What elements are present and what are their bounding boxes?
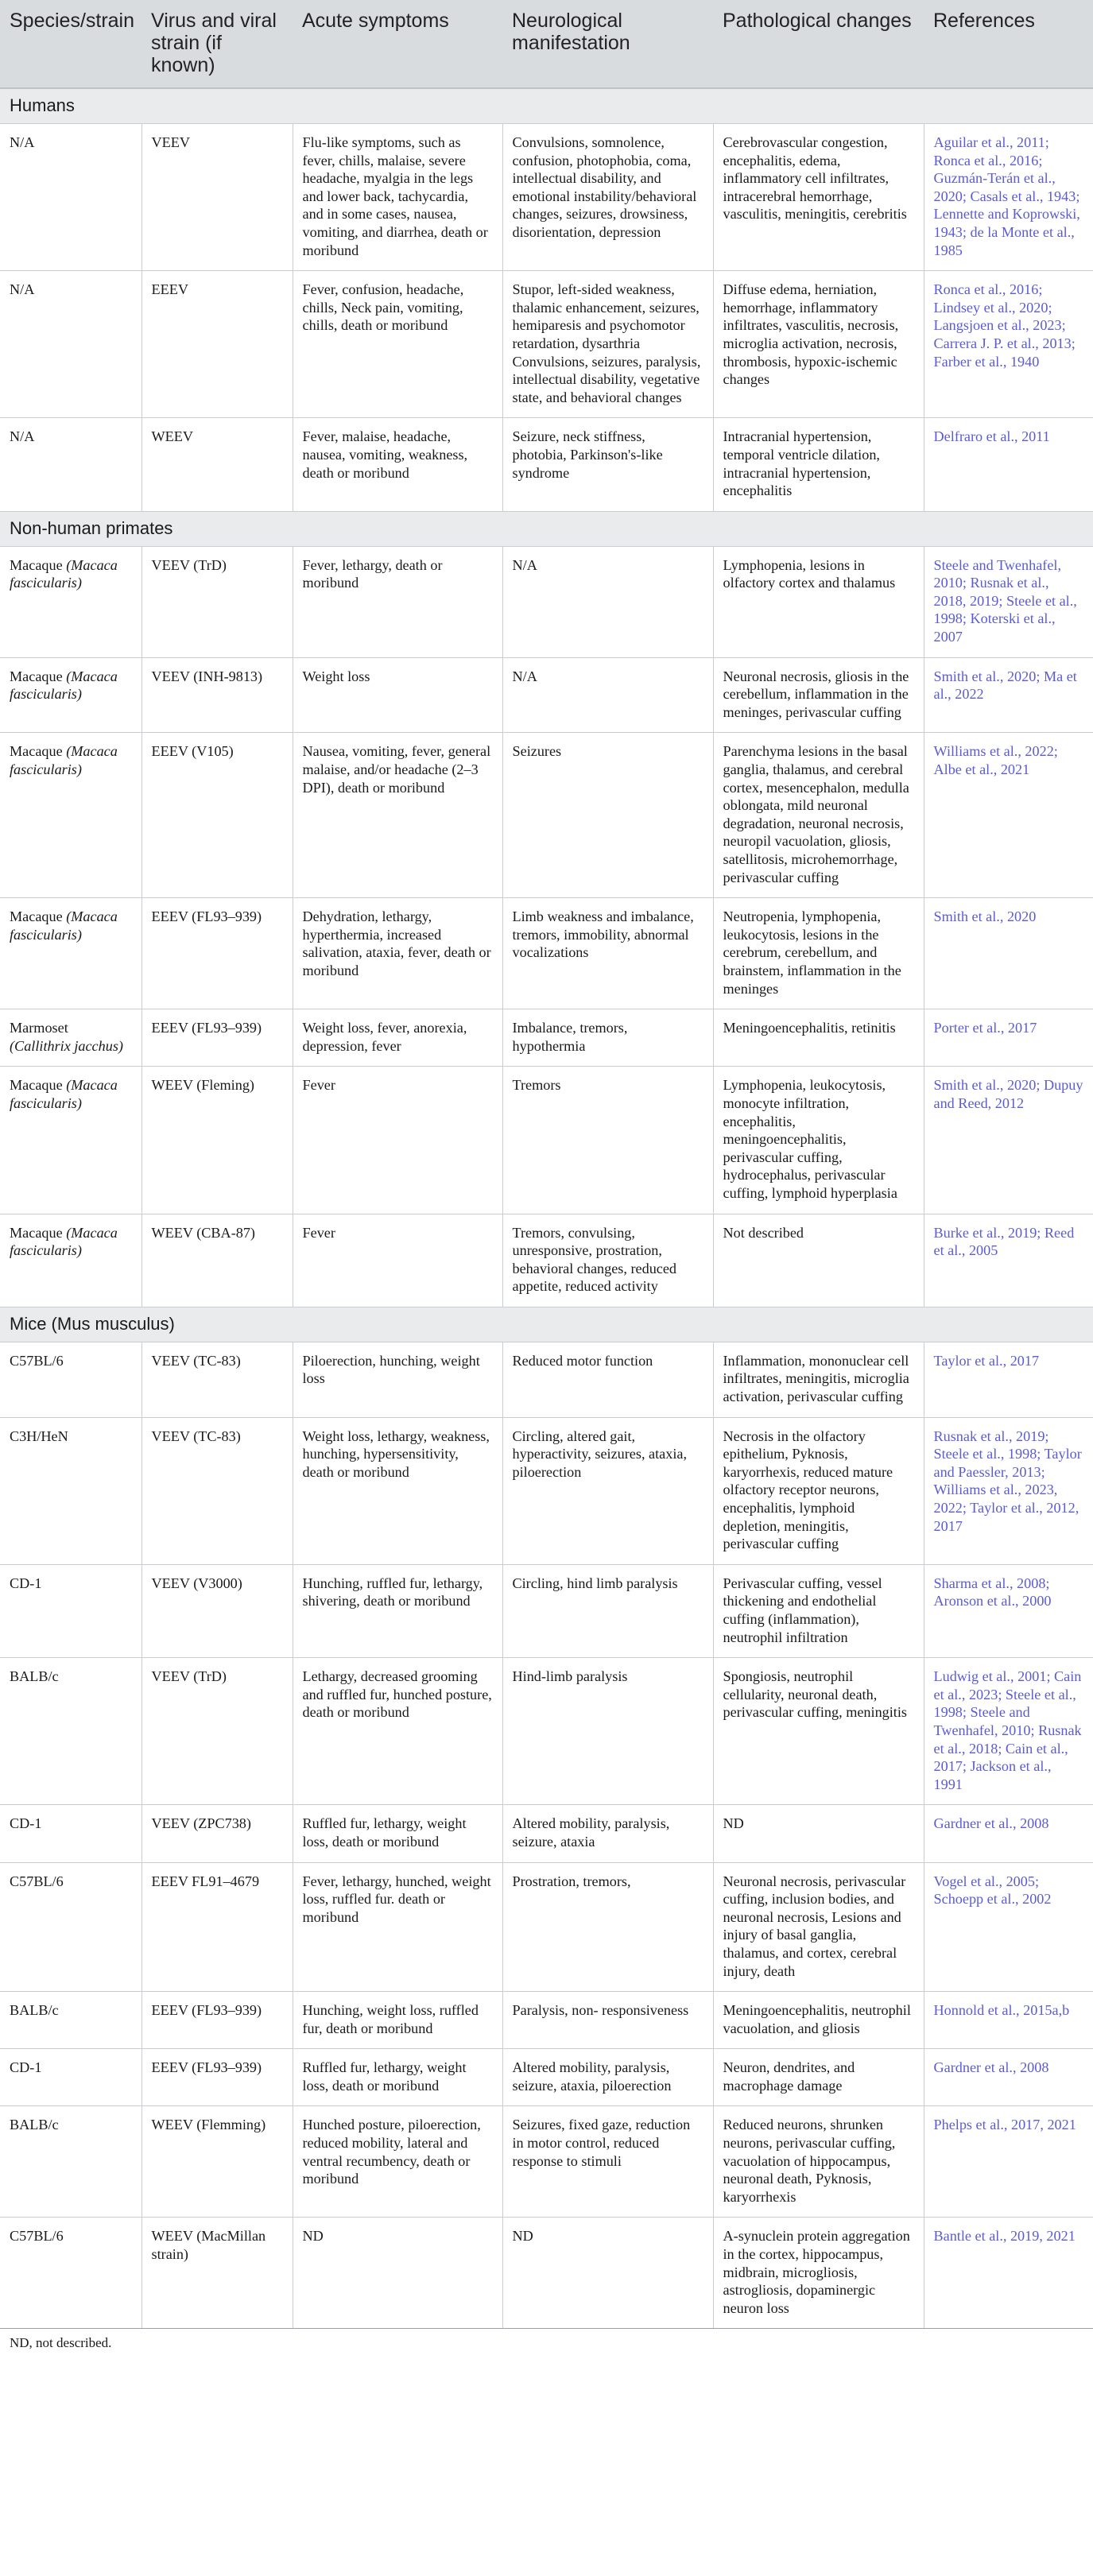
acute-symptoms-cell: Weight loss, fever, anorexia, depression, fever bbox=[293, 1009, 502, 1067]
species-name: Macaque bbox=[10, 743, 63, 760]
reference-link[interactable]: Farber et al., 1940 bbox=[933, 353, 1040, 370]
references-cell bbox=[924, 1067, 1093, 1214]
neuro-manifestation-cell: Circling, hind limb paralysis bbox=[502, 1564, 713, 1657]
table-row bbox=[0, 898, 1093, 1009]
virus-cell: EEEV (FL93–939) bbox=[141, 1992, 293, 2049]
species-cell bbox=[0, 2218, 141, 2328]
species-scientific-name: (Macaca fascicularis) bbox=[10, 1224, 118, 1259]
species-name: C3H/HeN bbox=[10, 1427, 68, 1444]
section-title: Mice (Mus musculus) bbox=[0, 1307, 1093, 1342]
pathological-changes-cell: Parenchyma lesions in the basal ganglia, thalamus, and cerebral cortex, mesencephalon, medulla oblongata, mild neuronal degradation, neuronal necrosis, neuropil vacuolation, gliosis, satellitosis, microhemorrhage, perivascular cuffing bbox=[713, 733, 924, 898]
pathological-changes-cell: A-synuclein protein aggregation in the cortex, hippocampus, midbrain, microgliosis, astrogliosis, dopaminergic neuron loss bbox=[713, 2218, 924, 2328]
species-name: C57BL/6 bbox=[10, 2228, 64, 2245]
species-name: BALB/c bbox=[10, 2002, 59, 2019]
acute-symptoms-cell: Flu-like symptoms, such as fever, chills, malaise, severe headache, myalgia in the legs and lower back, tachycardia, and in some cases, nausea, vomiting, and diarrhea, death or moribund bbox=[293, 124, 502, 271]
species-cell bbox=[0, 1658, 141, 1805]
virus-cell: VEEV (INH-9813) bbox=[141, 657, 293, 733]
species-name: C57BL/6 bbox=[10, 1352, 64, 1369]
reference-link[interactable]: Aguilar et al., 2011; bbox=[933, 134, 1049, 150]
species-cell bbox=[0, 1214, 141, 1307]
reference-link[interactable]: Lennette and Koprowski, 1943; bbox=[933, 206, 1080, 240]
reference-link[interactable]: Phelps et al., 2017, 2021 bbox=[933, 2117, 1076, 2133]
references-cell bbox=[924, 546, 1093, 657]
species-name: Macaque bbox=[10, 908, 63, 925]
virus-cell: VEEV (V3000) bbox=[141, 1564, 293, 1657]
table-row bbox=[0, 2049, 1093, 2106]
reference-link[interactable]: de la Monte et al., 1985 bbox=[933, 223, 1075, 258]
species-cell bbox=[0, 1862, 141, 1992]
acute-symptoms-cell: Hunching, ruffled fur, lethargy, shivering, death or moribund bbox=[293, 1564, 502, 1657]
reference-link[interactable]: Sharma et al., 2008; bbox=[933, 1575, 1050, 1591]
pathological-changes-cell: Lymphopenia, leukocytosis, monocyte infiltration, encephalitis, meningoencephalitis, perivascular cuffing, hydrocephalus, perivascular cuffing, lymphoid hyperplasia bbox=[713, 1067, 924, 1214]
acute-symptoms-cell: Piloerection, hunching, weight loss bbox=[293, 1342, 502, 1417]
neuro-manifestation-cell: Altered mobility, paralysis, seizure, ataxia bbox=[502, 1805, 713, 1862]
neuro-manifestation-cell: Tremors bbox=[502, 1067, 713, 1214]
reference-link[interactable]: Steele et al., 1998; bbox=[933, 1686, 1076, 1721]
species-cell bbox=[0, 733, 141, 898]
reference-link[interactable]: Carrera J. P. et al., 2013; bbox=[933, 335, 1076, 351]
species-name: Macaque bbox=[10, 1077, 63, 1094]
acute-symptoms-cell: Ruffled fur, lethargy, weight loss, death or moribund bbox=[293, 1805, 502, 1862]
reference-link[interactable]: Langsjoen et al., 2023; bbox=[933, 317, 1066, 334]
references-cell bbox=[924, 657, 1093, 733]
reference-link[interactable]: Aronson et al., 2000 bbox=[933, 1593, 1052, 1610]
species-cell bbox=[0, 124, 141, 271]
species-name: CD-1 bbox=[10, 2059, 42, 2076]
table-row bbox=[0, 1067, 1093, 1214]
neuro-manifestation-cell: Limb weakness and imbalance, tremors, immobility, abnormal vocalizations bbox=[502, 898, 713, 1009]
virus-cell: VEEV (TrD) bbox=[141, 546, 293, 657]
table-row bbox=[0, 2218, 1093, 2328]
header-pathology: Pathological changes bbox=[713, 0, 924, 88]
reference-link[interactable]: Bantle et al., 2019, 2021 bbox=[933, 2228, 1076, 2245]
reference-link[interactable]: Williams et al., 2022; bbox=[933, 743, 1058, 760]
section-row bbox=[0, 88, 1093, 124]
species-cell bbox=[0, 2049, 141, 2106]
table-row bbox=[0, 733, 1093, 898]
pathological-changes-cell: Diffuse edema, herniation, hemorrhage, inflammatory infiltrates, vasculitis, necrosis, microglia activation, necrosis, thrombosis, hypoxic-ischemic changes bbox=[713, 271, 924, 418]
table-header bbox=[0, 0, 1093, 88]
species-scientific-name: (Macaca fascicularis) bbox=[10, 668, 118, 703]
virus-cell: VEEV (TC-83) bbox=[141, 1417, 293, 1564]
species-cell bbox=[0, 546, 141, 657]
pathological-changes-cell: Lymphopenia, lesions in olfactory cortex and thalamus bbox=[713, 546, 924, 657]
header-references: References bbox=[924, 0, 1093, 88]
reference-link[interactable]: Burke et al., 2019; bbox=[933, 1224, 1041, 1241]
neuro-manifestation-cell: Imbalance, tremors, hypothermia bbox=[502, 1009, 713, 1067]
virus-cell: WEEV (CBA-87) bbox=[141, 1214, 293, 1307]
references-cell bbox=[924, 1862, 1093, 1992]
table-row bbox=[0, 1009, 1093, 1067]
pathological-changes-cell: Spongiosis, neutrophil cellularity, neuronal death, perivascular cuffing, meningitis bbox=[713, 1658, 924, 1805]
reference-link[interactable]: Smith et al., 2020; bbox=[933, 1077, 1041, 1094]
reference-link[interactable]: Lindsey et al., 2020; bbox=[933, 299, 1052, 316]
references-cell bbox=[924, 2106, 1093, 2218]
reference-link[interactable]: Steele and Twenhafel, 2010; bbox=[933, 556, 1061, 591]
species-scientific-name: (Callithrix jacchus) bbox=[10, 1037, 123, 1054]
reference-link[interactable]: Koterski et al., 2007 bbox=[933, 610, 1056, 645]
neuro-manifestation-cell: Stupor, left-sided weakness, thalamic enhancement, seizures, hemiparesis and psychomotor retardation, dysarthria Convulsions, seizures, paralysis, intellectual disability, vegetative state, and behavioral changes bbox=[502, 271, 713, 418]
reference-link[interactable]: Schoepp et al., 2002 bbox=[933, 1891, 1052, 1908]
species-scientific-name: (Macaca fascicularis) bbox=[10, 743, 118, 778]
reference-link[interactable]: Gardner et al., 2008 bbox=[933, 2059, 1049, 2076]
species-name: Macaque bbox=[10, 1224, 63, 1241]
table-body bbox=[0, 88, 1093, 2328]
table-row bbox=[0, 1805, 1093, 1862]
acute-symptoms-cell: Fever, malaise, headache, nausea, vomiting, weakness, death or moribund bbox=[293, 418, 502, 511]
section-title: Non-human primates bbox=[0, 511, 1093, 546]
species-name: BALB/c bbox=[10, 1668, 59, 1685]
acute-symptoms-cell: Hunched posture, piloerection, reduced mobility, lateral and ventral recumbency, death or moribund bbox=[293, 2106, 502, 2218]
acute-symptoms-cell: Weight loss, lethargy, weakness, hunching, hypersensitivity, death or moribund bbox=[293, 1417, 502, 1564]
reference-link[interactable]: Reed et al., 2005 bbox=[933, 1224, 1075, 1259]
header-row bbox=[0, 0, 1093, 88]
pathological-changes-cell: Meningoencephalitis, retinitis bbox=[713, 1009, 924, 1067]
footnote: ND, not described. bbox=[0, 2328, 1093, 2357]
references-cell bbox=[924, 1009, 1093, 1067]
virus-cell: VEEV (TrD) bbox=[141, 1658, 293, 1805]
reference-link[interactable]: Gardner et al., 2008 bbox=[933, 1815, 1049, 1832]
neuro-manifestation-cell: Prostration, tremors, bbox=[502, 1862, 713, 1992]
reference-link[interactable]: Ludwig et al., 2001; bbox=[933, 1668, 1051, 1685]
acute-symptoms-cell: Fever, lethargy, death or moribund bbox=[293, 546, 502, 657]
species-name: Macaque bbox=[10, 668, 63, 684]
pathological-changes-cell: Not described bbox=[713, 1214, 924, 1307]
table-row bbox=[0, 124, 1093, 271]
references-cell bbox=[924, 1658, 1093, 1805]
reference-link[interactable]: Guzmán-Terán et al., 2020; bbox=[933, 170, 1056, 204]
reference-link[interactable]: Rusnak et al., 2019; bbox=[933, 1427, 1049, 1444]
neuro-manifestation-cell: ND bbox=[502, 2218, 713, 2328]
header-acute: Acute symptoms bbox=[293, 0, 502, 88]
pathological-changes-cell: Necrosis in the olfactory epithelium, Pyknosis, karyorrhexis, reduced mature olfactory receptor neurons, encephalitis, lymphoid depletion, meningitis, perivascular cuffing bbox=[713, 1417, 924, 1564]
pathological-changes-cell: Neutropenia, lymphopenia, leukocytosis, lesions in the cerebrum, cerebellum, and brainstem, inflammation in the meninges bbox=[713, 898, 924, 1009]
reference-link[interactable]: Vogel et al., 2005; bbox=[933, 1873, 1040, 1889]
pathological-changes-cell: Intracranial hypertension, temporal ventricle dilation, intracranial hypertension, encephalitis bbox=[713, 418, 924, 511]
species-cell bbox=[0, 1805, 141, 1862]
header-virus: Virus and viral strain (if known) bbox=[141, 0, 293, 88]
virus-cell: EEEV bbox=[141, 271, 293, 418]
species-scientific-name: (Macaca fascicularis) bbox=[10, 908, 118, 943]
table-row bbox=[0, 1992, 1093, 2049]
references-cell bbox=[924, 1214, 1093, 1307]
species-cell bbox=[0, 657, 141, 733]
header-neuro: Neurological manifestation bbox=[502, 0, 713, 88]
species-name: N/A bbox=[10, 134, 35, 150]
reference-link[interactable]: Rusnak et al., 2018, 2019; bbox=[933, 575, 1049, 609]
acute-symptoms-cell: Dehydration, lethargy, hyperthermia, increased salivation, ataxia, fever, death or moribund bbox=[293, 898, 502, 1009]
neuro-manifestation-cell: N/A bbox=[502, 546, 713, 657]
neuro-manifestation-cell: Seizures, fixed gaze, reduction in motor control, reduced response to stimuli bbox=[502, 2106, 713, 2218]
section-row bbox=[0, 1307, 1093, 1342]
header-species: Species/strain bbox=[0, 0, 141, 88]
species-cell bbox=[0, 1067, 141, 1214]
reference-link[interactable]: Albe et al., 2021 bbox=[933, 761, 1030, 778]
neuro-manifestation-cell: Convulsions, somnolence, confusion, photophobia, coma, intellectual disability, and emotional instability/behavioral changes, seizures, drowsiness, disorientation, depression bbox=[502, 124, 713, 271]
acute-symptoms-cell: Fever bbox=[293, 1067, 502, 1214]
reference-link[interactable]: Taylor et al., 2012, 2017 bbox=[933, 1500, 1079, 1534]
section-row bbox=[0, 511, 1093, 546]
references-cell bbox=[924, 1992, 1093, 2049]
neuro-manifestation-cell: Altered mobility, paralysis, seizure, ataxia, piloerection bbox=[502, 2049, 713, 2106]
species-cell bbox=[0, 1992, 141, 2049]
neuro-manifestation-cell: Tremors, convulsing, unresponsive, prostration, behavioral changes, reduced appetite, reduced activity bbox=[502, 1214, 713, 1307]
neuro-manifestation-cell: Reduced motor function bbox=[502, 1342, 713, 1417]
acute-symptoms-cell: Fever bbox=[293, 1214, 502, 1307]
species-name: Macaque bbox=[10, 556, 63, 573]
acute-symptoms-cell: Nausea, vomiting, fever, general malaise, and/or headache (2–3 DPI), death or moribund bbox=[293, 733, 502, 898]
species-name: N/A bbox=[10, 281, 35, 298]
species-cell bbox=[0, 1417, 141, 1564]
neuro-manifestation-cell: N/A bbox=[502, 657, 713, 733]
reference-link[interactable]: Casals et al., 1943; bbox=[970, 188, 1080, 204]
references-cell bbox=[924, 1564, 1093, 1657]
acute-symptoms-cell: Lethargy, decreased grooming and ruffled fur, hunched posture, death or moribund bbox=[293, 1658, 502, 1805]
species-cell bbox=[0, 1342, 141, 1417]
neuro-manifestation-cell: Circling, altered gait, hyperactivity, seizures, ataxia, piloerection bbox=[502, 1417, 713, 1564]
pathological-changes-cell: Inflammation, mononuclear cell infiltrates, meningitis, microglia activation, perivascular cuffing bbox=[713, 1342, 924, 1417]
table-row bbox=[0, 2106, 1093, 2218]
acute-symptoms-cell: Hunching, weight loss, ruffled fur, death or moribund bbox=[293, 1992, 502, 2049]
reference-link[interactable]: Dupuy and Reed, 2012 bbox=[933, 1077, 1083, 1111]
reference-link[interactable]: Smith et al., 2020 bbox=[933, 908, 1037, 925]
virus-cell: WEEV (Fleming) bbox=[141, 1067, 293, 1214]
table-row bbox=[0, 546, 1093, 657]
reference-link[interactable]: Rusnak et al., 2018; bbox=[933, 1722, 1082, 1757]
reference-link[interactable]: Ronca et al., 2016; bbox=[933, 281, 1043, 298]
table-row bbox=[0, 271, 1093, 418]
references-cell bbox=[924, 1417, 1093, 1564]
reference-link[interactable]: Ma et al., 2022 bbox=[933, 668, 1077, 703]
species-scientific-name: (Macaca fascicularis) bbox=[10, 1077, 118, 1111]
reference-link[interactable]: Steele and Twenhafel, 2010; bbox=[933, 1704, 1035, 1738]
species-cell bbox=[0, 271, 141, 418]
section-title: Humans bbox=[0, 88, 1093, 124]
reference-link[interactable]: Jackson et al., 1991 bbox=[933, 1758, 1052, 1792]
table-row bbox=[0, 418, 1093, 511]
acute-symptoms-cell: Fever, lethargy, hunched, weight loss, ruffled fur. death or moribund bbox=[293, 1862, 502, 1992]
neuro-manifestation-cell: Seizures bbox=[502, 733, 713, 898]
table-row bbox=[0, 1342, 1093, 1417]
table-row bbox=[0, 1564, 1093, 1657]
table-row bbox=[0, 1417, 1093, 1564]
references-cell bbox=[924, 2049, 1093, 2106]
acute-symptoms-cell: Weight loss bbox=[293, 657, 502, 733]
table-row bbox=[0, 657, 1093, 733]
virus-cell: EEEV (FL93–939) bbox=[141, 2049, 293, 2106]
virus-cell: VEEV (ZPC738) bbox=[141, 1805, 293, 1862]
reference-link[interactable]: Cain et al., 2017; bbox=[933, 1740, 1068, 1775]
references-cell bbox=[924, 2218, 1093, 2328]
pathological-changes-cell: Neuronal necrosis, gliosis in the cerebellum, inflammation in the meninges, perivascular cuffing bbox=[713, 657, 924, 733]
acute-symptoms-cell: ND bbox=[293, 2218, 502, 2328]
references-cell bbox=[924, 418, 1093, 511]
virus-cell: EEEV (FL93–939) bbox=[141, 1009, 293, 1067]
species-cell bbox=[0, 898, 141, 1009]
species-name: Marmoset bbox=[10, 1020, 68, 1036]
virus-cell: EEEV FL91–4679 bbox=[141, 1862, 293, 1992]
acute-symptoms-cell: Ruffled fur, lethargy, weight loss, death or moribund bbox=[293, 2049, 502, 2106]
species-cell bbox=[0, 1009, 141, 1067]
reference-link[interactable]: Porter et al., 2017 bbox=[933, 1020, 1037, 1036]
references-cell bbox=[924, 271, 1093, 418]
references-cell bbox=[924, 733, 1093, 898]
species-scientific-name: (Macaca fascicularis) bbox=[10, 556, 118, 591]
table-row bbox=[0, 1862, 1093, 1992]
virus-cell: VEEV bbox=[141, 124, 293, 271]
references-cell bbox=[924, 1342, 1093, 1417]
table-row bbox=[0, 1658, 1093, 1805]
reference-link[interactable]: Delfraro et al., 2011 bbox=[933, 428, 1050, 445]
pathological-changes-cell: Neuronal necrosis, perivascular cuffing, inclusion bodies, and neuronal necrosis, Lesions and injury of basal ganglia, thalamus, and cortex, cerebral injury, death bbox=[713, 1862, 924, 1992]
reference-link[interactable]: Cain et al., 2023; bbox=[933, 1668, 1082, 1702]
pathological-changes-cell: Neuron, dendrites, and macrophage damage bbox=[713, 2049, 924, 2106]
reference-link[interactable]: Ronca et al., 2016; bbox=[933, 152, 1043, 169]
reference-link[interactable]: Taylor and Paessler, 2013; bbox=[933, 1446, 1082, 1480]
reference-link[interactable]: Steele et al., 1998; bbox=[933, 592, 1077, 627]
virus-cell: VEEV (TC-83) bbox=[141, 1342, 293, 1417]
virus-cell: EEEV (FL93–939) bbox=[141, 898, 293, 1009]
virus-cell: WEEV (Flemming) bbox=[141, 2106, 293, 2218]
pathological-changes-cell: ND bbox=[713, 1805, 924, 1862]
pathological-changes-cell: Reduced neurons, shrunken neurons, perivascular cuffing, vacuolation of hippocampus, neuronal death, Pyknosis, karyorrhexis bbox=[713, 2106, 924, 2218]
species-name: BALB/c bbox=[10, 2117, 59, 2133]
neuro-manifestation-cell: Hind-limb paralysis bbox=[502, 1658, 713, 1805]
virus-cell: WEEV bbox=[141, 418, 293, 511]
references-cell bbox=[924, 124, 1093, 271]
species-name: CD-1 bbox=[10, 1575, 42, 1591]
species-name: CD-1 bbox=[10, 1815, 42, 1832]
table-row bbox=[0, 1214, 1093, 1307]
neuro-manifestation-cell: Paralysis, non- responsiveness bbox=[502, 1992, 713, 2049]
virus-cell: WEEV (MacMillan strain) bbox=[141, 2218, 293, 2328]
species-name: N/A bbox=[10, 428, 35, 445]
species-cell bbox=[0, 418, 141, 511]
pathological-changes-cell: Perivascular cuffing, vessel thickening and endothelial cuffing (inflammation), neutrophil infiltration bbox=[713, 1564, 924, 1657]
acute-symptoms-cell: Fever, confusion, headache, chills, Neck pain, vomiting, chills, death or moribund bbox=[293, 271, 502, 418]
pathological-changes-cell: Meningoencephalitis, neutrophil vacuolation, and gliosis bbox=[713, 1992, 924, 2049]
species-cell bbox=[0, 2106, 141, 2218]
species-name: C57BL/6 bbox=[10, 1873, 64, 1889]
virus-cell: EEEV (V105) bbox=[141, 733, 293, 898]
reference-link[interactable]: Honnold et al., 2015a,b bbox=[933, 2002, 1070, 2019]
references-cell bbox=[924, 898, 1093, 1009]
neuro-manifestation-cell: Seizure, neck stiffness, photobia, Parkinson's-like syndrome bbox=[502, 418, 713, 511]
pathological-changes-cell: Cerebrovascular congestion, encephalitis, edema, inflammatory cell infiltrates, intracerebral hemorrhage, vasculitis, meningitis, cerebritis bbox=[713, 124, 924, 271]
reference-link[interactable]: Steele et al., 1998; bbox=[933, 1446, 1041, 1462]
reference-link[interactable]: Taylor et al., 2017 bbox=[933, 1352, 1040, 1369]
reference-link[interactable]: Williams et al., 2023, 2022; bbox=[933, 1482, 1058, 1517]
reference-link[interactable]: Smith et al., 2020; bbox=[933, 668, 1041, 684]
references-cell bbox=[924, 1805, 1093, 1862]
species-cell bbox=[0, 1564, 141, 1657]
